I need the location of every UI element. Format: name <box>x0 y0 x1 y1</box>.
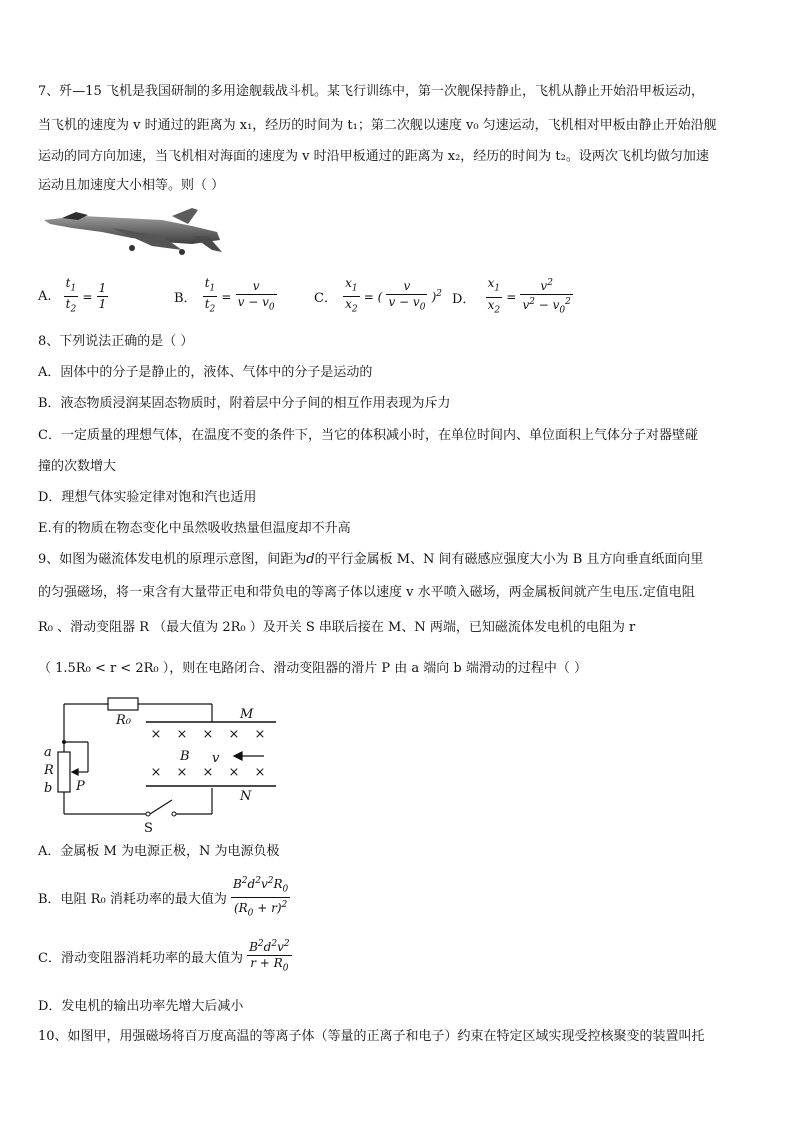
q7-option-d[interactable]: D． $\frac{x_1}{x_2}$ = $\frac{v^2}{v^2 - v_0^2}$ <box>452 276 573 318</box>
q7-line1: 7、歼—15 飞机是我国研制的多用途舰载战斗机。某飞行训练中，第一次舰保持静止，飞机从静止开始沿甲板运动， <box>38 84 704 99</box>
q8-option-e[interactable]: E.有的物质在物态变化中虽然吸收热量但温度却不升高 <box>38 521 351 536</box>
q8-option-a[interactable]: A．固体中的分子是静止的，液体、气体中的分子是运动的 <box>38 365 373 380</box>
q8-option-c-line1[interactable]: C．一定质量的理想气体，在温度不变的条件下，当它的体积减小时，在单位时间内、单位面积上气体分子对器壁碰 <box>38 428 698 443</box>
svg-text:×: × <box>176 727 188 742</box>
q9-option-c[interactable]: C．滑动变阻器消耗功率的最大值为 $\frac{B^2d^2v^2}{r + R_0}$ <box>38 937 292 976</box>
q9-line2: 的匀强磁场，将一束含有大量带正电和带负电的等离子体以速度 v 水平喷入磁场，两金属板间就产生电压.定值电阻 <box>38 585 695 600</box>
label-a: a <box>44 745 52 760</box>
svg-text:×: × <box>150 765 162 780</box>
q7-line2: 当飞机的速度为 v 时通过的距离为 x₁，经历的时间为 t₁；第二次舰以速度 v₀ 匀速运动，飞机相对甲板由静止开始沿舰 <box>38 118 717 133</box>
q10-line1: 10、如图甲，用强磁场将百万度高温的等离子体（等量的正离子和电子）约束在特定区域实现受控核聚变的装置叫托 <box>38 1029 705 1044</box>
q7-line4: 运动且加速度大小相等。则（ ） <box>38 178 225 193</box>
q7-option-c[interactable]: C． $\frac{x_1}{x_2}$ = ( $\frac{v}{v - v_0}$ )$^2$ <box>314 276 442 318</box>
label-R: R <box>44 763 54 778</box>
q7-option-b[interactable]: B． $\frac{t_1}{t_2}$ = $\frac{v}{v - v_0}$ <box>174 276 277 318</box>
circuit-diagram <box>36 692 286 838</box>
q8-stem: 8、下列说法正确的是（ ） <box>38 334 194 349</box>
q9-line1: 9、如图为磁流体发电机的原理示意图，间距为d的平行金属板 M、N 间有磁感应强度大小为 B 且方向垂直纸面向里 <box>38 552 704 567</box>
svg-text:×: × <box>254 727 266 742</box>
svg-text:×: × <box>228 765 240 780</box>
fighter-jet-image <box>42 206 224 258</box>
svg-text:×: × <box>254 765 266 780</box>
q8-option-c-line2: 撞的次数增大 <box>38 459 117 474</box>
label-M: M <box>240 707 254 722</box>
label-N: N <box>240 789 252 804</box>
svg-text:×: × <box>202 765 214 780</box>
label-v: v <box>212 751 220 766</box>
q7-option-a[interactable]: A. $\frac{t_1}{t_2}$ = $\frac{1}{1}$ <box>38 276 108 318</box>
q9-option-b-formula: $\frac{B^2d^2v^2R_0}{(R_0 + r)^2}$ <box>232 876 289 919</box>
q9-line4: （ 1.5R₀ < r < 2R₀ ），则在电路闭合、滑动变阻器的滑片 P 由 a 端向 b 端滑动的过程中（ ） <box>38 661 587 676</box>
label-P: P <box>76 779 85 794</box>
q7-line3: 运动的同方向加速，当飞机相对海面的速度为 v 时沿甲板通过的距离为 x₂，经历的时间为 t₂。设两次飞机均做匀加速 <box>38 149 709 164</box>
q9-line3: R₀ 、滑动变阻器 R （最大值为 2R₀ ）及开关 S 串联后接在 M、N 两端，已知磁流体发电机的电阻为 r <box>38 620 636 635</box>
q7-option-a-formula: $\frac{t_1}{t_2}$ <box>65 276 77 315</box>
q8-option-d[interactable]: D．理想气体实验定律对饱和汽也适用 <box>38 490 257 505</box>
label-b: b <box>44 781 53 796</box>
svg-text:×: × <box>228 727 240 742</box>
q7-option-d-formula: $\frac{x_1}{x_2}$ <box>487 276 501 316</box>
q9-option-c-formula: $\frac{B^2d^2v^2}{r + R_0}$ <box>249 939 290 974</box>
svg-text:×: × <box>202 727 214 742</box>
q9-option-a[interactable]: A．金属板 M 为电源正极，N 为电源负极 <box>38 844 280 859</box>
svg-text:×: × <box>176 765 188 780</box>
q9-option-b[interactable]: B．电阻 R₀ 消耗功率的最大值为 $\frac{B^2d^2v^2R_0}{(R_0 + r)^2}$ <box>38 874 290 922</box>
svg-text:×: × <box>150 727 162 742</box>
label-S: S <box>144 821 153 836</box>
label-B: B <box>180 749 190 764</box>
q7-option-c-formula: $\frac{x_1}{x_2}$ <box>345 276 358 315</box>
q8-option-b[interactable]: B．液态物质浸润某固态物质时，附着层中分子间的相互作用表现为斥力 <box>38 396 451 411</box>
q7-option-b-formula: $\frac{t_1}{t_2}$ <box>204 276 216 315</box>
label-R0: R₀ <box>116 713 131 728</box>
q9-option-d[interactable]: D．发电机的输出功率先增大后减小 <box>38 999 244 1014</box>
